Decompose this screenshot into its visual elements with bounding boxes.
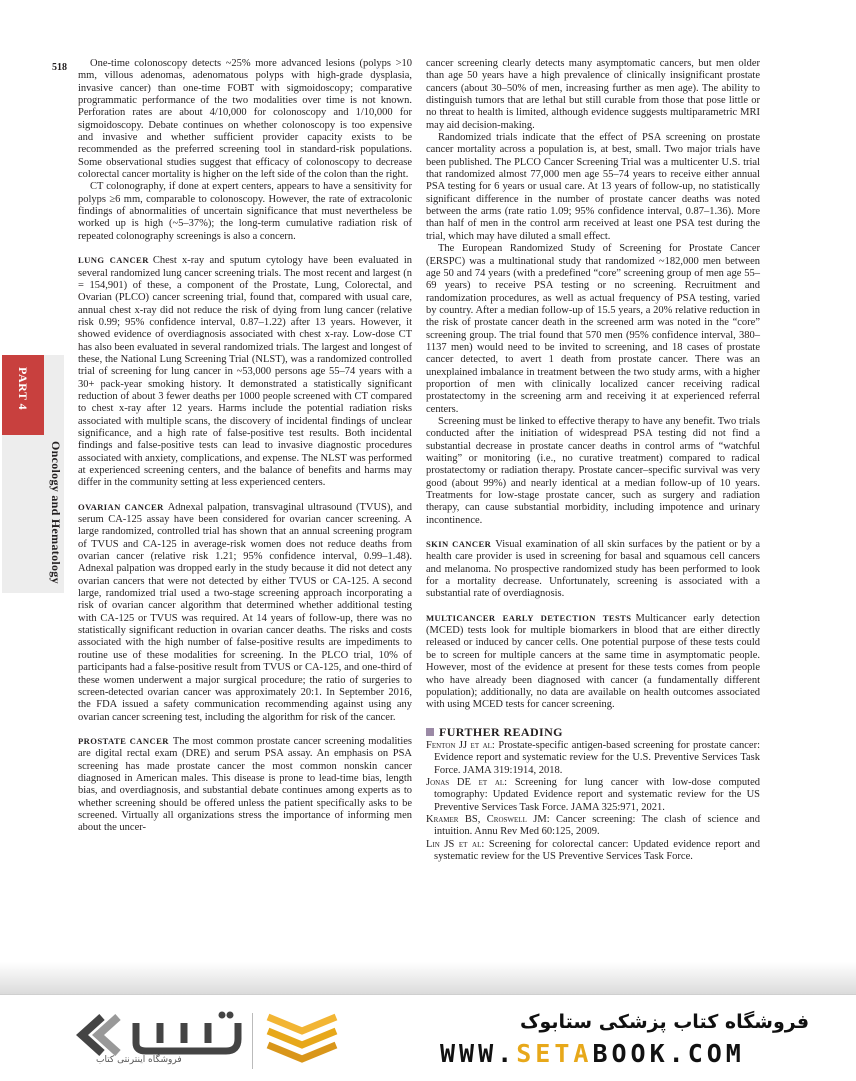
reference-item xyxy=(426,777,760,814)
reference-authors: Lin JS et al: xyxy=(426,838,485,850)
url-suffix: BOOK.COM xyxy=(592,1039,745,1068)
prostate-cancer-section xyxy=(78,735,412,835)
reference-item xyxy=(426,814,760,839)
left-column xyxy=(78,58,412,835)
mced-heading: MULTICANCER EARLY DETECTION TESTS xyxy=(426,612,632,623)
store-name: فروشگاه کتاب پزشکی ستابوک xyxy=(520,1011,810,1033)
section-label: Oncology and Hematology xyxy=(49,441,63,584)
lung-cancer-heading: LUNG CANCER xyxy=(78,255,149,266)
reference-authors: Jonas DE et al: xyxy=(426,776,508,788)
erspc-paragraph: The European Randomized Study of Screening for Prostate Cancer (ERSPC) was a multinational study that randomized ~182,000 men between age 50 and 74 years (with a predefined “core” screening group of men age 55–69 years) to receive PSA testing or no screening. Recruitment and randomization procedures, as well as actual frequency of PSA testing, varied by country. After a median follow-up of 15.5 years, a 20% relative reduction in the risk of prostate cancer death in the screened arm was noted in the “core” screening group. The trial found that 570 men (95% confidence interval, 380–1137 men) would need to be invited to screening, and 18 cases of prostate cancer detected, to avert 1 death from prostate cancer. There was an unexplained imbalance in treatment between the two study arms, with a higher proportion of men with clinically localized cancer receiving radical prostatectomy in the screening arm and receiving it at experienced referral centers. xyxy=(426,243,760,415)
ct-colonography-paragraph: CT colonography, if done at expert centers, appears to have a sensitivity for polyps ≥6 mm, comparable to colonoscopy. However, the rate of extracolonic findings of abnormalities of uncertain significance that must nevertheless be worked up is high (~5–37%); the long-term cumulative radiation risk of repeated colonography screenings is also a concern. xyxy=(78,181,412,242)
page-number: 518 xyxy=(52,62,67,73)
skin-cancer-section xyxy=(426,538,760,601)
lung-cancer-text: Chest x-ray and sputum cytology have been evaluated in several randomized lung cancer screening trials. The most recent and largest (n = 154,901) of these, a component of the Prostate, Lung, Colorectal, and Ovarian (PLCO) cancer screening trial, found that, compared with usual care, annual chest x-ray did not reduce the risk of dying from lung cancer (relative risk 0.99; 95% confidence interval, 0.87–1.22) after 13 years. However, it showed evidence of overdiagnosis associated with chest x-ray. Low-dose CT has also been evaluated in several randomized trials. The largest and longest of these, the National Lung Screening Trial (NLST), was a randomized controlled trial of screening for lung cancer in ~53,000 persons age 55–74 years with a 30+ pack-year smoking history. It demonstrated a statistically significant reduction of about 3 fewer deaths per 1000 people screened with CT compared to chest x-ray after 12 years. Harms include the potential radiation risks associated with multiple scans, the discovery of incidental findings of unclear significance, and a high rate of false-positive test results. Both incidental findings and false-positive tests can lead to invasive diagnostic procedures associated with anxiety, complications, and expense. The NLST was performed at experienced screening centers, and the balance of benefits and harms may differ in the community setting at less experienced centers. xyxy=(78,255,413,489)
reference-text: Screening for colorectal cancer: Updated evidence report and systematic review for the US Preventive Services Task Force. xyxy=(434,838,760,862)
footer-divider xyxy=(252,1013,253,1069)
psa-trials-paragraph: Randomized trials indicate that the effect of PSA screening on prostate cancer mortality across a population is, at best, small. Two major trials have been published. The PLCO Cancer Screening Trial was a multicenter U.S. trial that randomized almost 77,000 men age 55–74 years to receive either annual PSA testing for 6 years or usual care. At 13 years of follow-up, no statistically significant difference in the number of prostate cancer deaths was noted between the arms (rate ratio 1.09; 95% confidence interval, 0.87–1.36). More than half of men in the control arm received at least one PSA test during the trial, which may have diluted a small effect. xyxy=(426,132,760,242)
logo-caption: فروشگاه اینترنتی کتاب xyxy=(96,1055,182,1065)
reference-authors: Kramer BS, Croswell JM: xyxy=(426,813,550,825)
ovarian-cancer-heading: OVARIAN CANCER xyxy=(78,501,164,512)
store-url[interactable] xyxy=(440,1039,745,1068)
skin-cancer-heading: SKIN CANCER xyxy=(426,539,492,550)
watermark-footer xyxy=(0,994,856,1081)
url-prefix: WWW. xyxy=(440,1039,517,1068)
reference-authors: Fenton JJ et al: xyxy=(426,739,495,751)
effective-therapy-paragraph: Screening must be linked to effective therapy to have any benefit. Two trials conducted after the initiation of widespread PSA testing did not find a substantial decrease in prostate cancer deaths in control arms of “watchful waiting” or monitoring (i.e., no curative treatment) compared to radical prostatectomy or radiation therapy. Prostate cancer–specific survival was very good (about 99%) and nearly identical at a median follow-up of 10 years. Treatments for low-stage prostate cancer, such as surgery and radiation therapy, can cause substantial morbidity, including impotence and urinary incontinence. xyxy=(426,415,760,526)
prostate-continued-paragraph: cancer screening clearly detects many asymptomatic cancers, but men older than age 50 years have a high prevalence of clinically insignificant prostate cancers (about 30–50% of men, increasing further as men age). The ability to distinguish tumors that are lethal but still curable from those that pose little or no threat to health is limited, although evidence suggests multiparametric MRI may aid decision-making. xyxy=(426,58,760,131)
url-accent: SETA xyxy=(516,1039,593,1068)
reference-text: Screening for lung cancer with low-dose computed tomography: Updated Evidence report and systematic review for the US Preventive Services Task Force. JAMA 325:971, 2021. xyxy=(434,776,760,813)
mced-text: Multicancer early detection (MCED) tests look for multiple biomarkers in blood that are either directly released or induced by cancer cells. One potential purpose of these tests could be to screen for multiple cancers at the same time in asymptomatic people. However, most of the evidence at present for these tests comes from people who have already been diagnosed with cancer (a fundamentally different population); additionally, no data are available on health outcomes associated with using MCED tests for cancer screening. xyxy=(426,612,760,711)
ovarian-cancer-text: Adnexal palpation, transvaginal ultrasound (TVUS), and serum CA-125 assay have been considered for ovarian cancer screening. A large randomized, controlled trial has shown that an annual screening program of TVUS and CA-125 in average-risk women does not reduce deaths from ovarian cancer (relative risk 1.21; 95% confidence interval, 0.99–1.48). Adnexal palpation was dropped early in the study because it did not detect any ovarian cancers that were not detected by either TVUS or CA-125. A second large, randomized trial used a two-stage screening approach incorporating a risk of ovarian cancer algorithm that determined whether additional testing with CA-125 or TVUS was required. At 14 years of follow-up, there was no statistically significant reduction in ovarian cancer deaths. The risks and costs associated with the high number of false-positive results are impediments to routine use of these modalities for screening. In the PLCO trial, 10% of participants had a false-positive result from TVUS or CA-125, and one-third of these women underwent a major surgical procedure; the ratio of surgeries to screen-detected ovarian cancer was approximately 20:1. In September 2016, the FDA issued a safety communication recommending against using any ovarian cancer screening test, including the algorithm for risk of the cancer. xyxy=(78,501,413,723)
lung-cancer-section xyxy=(78,254,412,490)
further-reading-title: FURTHER READING xyxy=(439,724,563,739)
skin-cancer-text: Visual examination of all skin surfaces by the patient or by a health care provider is used in screening for basal and squamous cell cancers and melanoma. No prospective randomized study has been performed to look for a mortality decrease. Unfortunately, screening is associated with a substantial rate of overdiagnosis. xyxy=(426,539,760,600)
stacked-chevrons-icon xyxy=(262,1009,342,1069)
ovarian-cancer-section xyxy=(78,501,412,724)
prostate-cancer-heading: PROSTATE CANCER xyxy=(78,735,169,746)
part-label: PART 4 xyxy=(16,367,30,411)
right-column xyxy=(426,58,760,863)
further-reading-heading xyxy=(426,726,760,738)
reference-item xyxy=(426,839,760,864)
colonoscopy-paragraph: One-time colonoscopy detects ~25% more advanced lesions (polyps >10 mm, villous adenomas, adenomatous polyps with high-grade dysplasia, invasive cancer) than one-time FOBT with sigmoidoscopy; comparative programmatic performance of the two modalities over time is not known. Perforation rates are about 4/10,000 for colonoscopy and 1/10,000 for sigmoidoscopy. Debate continues on whether colonoscopy is too expensive and invasive and whether sufficient provider capacity exists to be recommended as the preferred screening tool in standard-risk populations. Some observational studies suggest that efficacy of colonoscopy to decrease colorectal cancer mortality is higher on the left side of the colon than the right. xyxy=(78,58,412,181)
reference-text: Prostate-specific antigen-based screening for prostate cancer: Evidence report and systematic review for the U.S. Preventive Services Task Force. JAMA 319:1914, 2018. xyxy=(434,739,760,776)
mced-section xyxy=(426,612,760,712)
part-tab xyxy=(2,355,44,435)
part-side-tab xyxy=(2,355,64,593)
reference-item xyxy=(426,740,760,777)
reference-text: Cancer screening: The clash of science and intuition. Annu Rev Med 60:125, 2009. xyxy=(434,813,761,838)
section-square-icon xyxy=(426,728,434,736)
prostate-cancer-text: The most common prostate cancer screening modalities are digital rectal exam (DRE) and serum PSA assay. An emphasis on PSA screening has made prostate cancer the most common nonskin cancer diagnosed in American males. This disease is prone to lead-time bias, length bias, and overdiagnosis, and substantial debate continues among experts as to whether screening should be offered unless the patient specifically asks to be screened. Virtually all organizations stress the importance of informing men about the uncer- xyxy=(78,735,412,834)
